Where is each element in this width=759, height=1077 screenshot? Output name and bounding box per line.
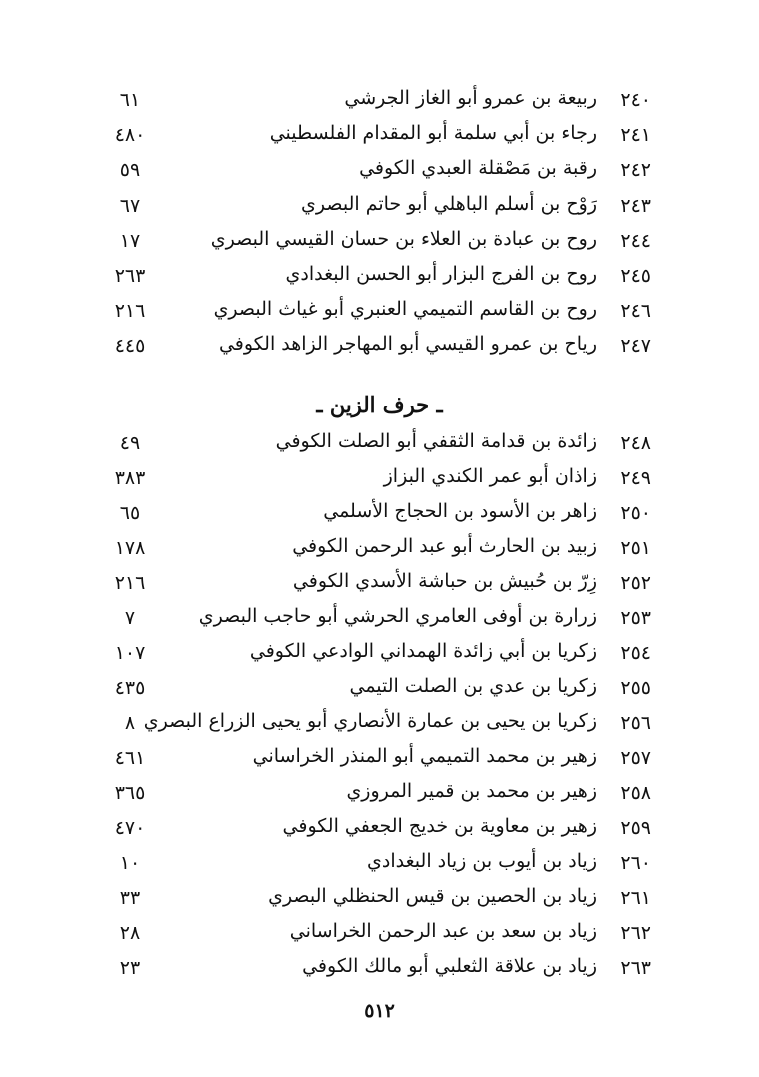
index-entry xyxy=(0,463,759,499)
index-entry xyxy=(0,568,759,604)
entry-name: زبيد بن الحارث أبو عبد الرحمن الكوفي xyxy=(292,535,597,557)
entry-number: ٢٥٨ xyxy=(620,782,651,804)
entry-name: رياح بن عمرو القيسي أبو المهاجر الزاهد الكوفي xyxy=(218,333,597,355)
index-entry xyxy=(0,120,759,156)
entry-number: ٢٤٤ xyxy=(620,230,651,252)
entry-page: ٤٨٠ xyxy=(114,124,146,146)
entry-name: زرارة بن أوفى العامري الحرشي أبو حاجب البصري xyxy=(198,605,597,627)
entry-number: ٢٦١ xyxy=(620,887,651,909)
entry-name: رجاء بن أبي سلمة أبو المقدام الفلسطيني xyxy=(269,122,597,144)
entry-page: ٢٨ xyxy=(119,922,141,944)
index-entry xyxy=(0,331,759,367)
entry-page: ٦٧ xyxy=(119,195,141,217)
entry-number: ٢٥٠ xyxy=(620,502,651,524)
entry-number: ٢٥٢ xyxy=(620,572,651,594)
entry-name: زياد بن الحصين بن قيس الحنظلي البصري xyxy=(268,885,597,907)
entry-page: ١٠ xyxy=(119,852,141,874)
index-entry xyxy=(0,918,759,954)
index-entry xyxy=(0,778,759,814)
entry-page: ٣٣ xyxy=(119,887,141,909)
entry-name: زائدة بن قدامة الثقفي أبو الصلت الكوفي xyxy=(275,430,597,452)
entry-number: ٢٤٧ xyxy=(620,335,651,357)
index-entry xyxy=(0,226,759,262)
index-entry xyxy=(0,743,759,779)
entry-page: ٦١ xyxy=(119,89,141,111)
entry-page: ٣٨٣ xyxy=(114,467,146,489)
entry-name: زياد بن علاقة الثعلبي أبو مالك الكوفي xyxy=(302,955,597,977)
entry-number: ٢٤٦ xyxy=(620,300,651,322)
entry-name: زياد بن أيوب بن زياد البغدادي xyxy=(367,850,597,872)
entry-page: ٤٧٠ xyxy=(114,817,146,839)
index-entry xyxy=(0,953,759,989)
entry-number: ٢٥٩ xyxy=(620,817,651,839)
entry-number: ٢٦٣ xyxy=(620,957,651,979)
entry-number: ٢٦٠ xyxy=(620,852,651,874)
entry-name: زكريا بن يحيى بن عمارة الأنصاري أبو يحيى الزراع البصري xyxy=(143,710,597,732)
entry-page: ٨ xyxy=(124,712,136,734)
index-entry xyxy=(0,85,759,121)
entry-number: ٢٥٣ xyxy=(620,607,651,629)
entry-name: رَوْح بن أسلم الباهلي أبو حاتم البصري xyxy=(301,193,597,215)
index-entry xyxy=(0,708,759,744)
entry-page: ٢٦٣ xyxy=(114,265,146,287)
index-entry xyxy=(0,261,759,297)
entry-number: ٢٦٢ xyxy=(620,922,651,944)
entry-name: زهير بن معاوية بن خديج الجعفي الكوفي xyxy=(282,815,597,837)
entry-number: ٢٤٠ xyxy=(620,89,651,111)
index-entry xyxy=(0,848,759,884)
entry-number: ٢٤٥ xyxy=(620,265,651,287)
entry-name: زكريا بن أبي زائدة الهمداني الوادعي الكوفي xyxy=(249,640,597,662)
entry-page: ٤٦١ xyxy=(114,747,146,769)
entry-page: ٥٩ xyxy=(119,159,141,181)
index-entry xyxy=(0,498,759,534)
entry-page: ٧ xyxy=(124,607,136,629)
entry-page: ٣٦٥ xyxy=(114,782,146,804)
index-entry xyxy=(0,603,759,639)
entry-page: ٢١٦ xyxy=(114,572,146,594)
entry-page: ٤٤٥ xyxy=(114,335,146,357)
entry-name: زاهر بن الأسود بن الحجاج الأسلمي xyxy=(323,500,597,522)
entry-page: ١٧ xyxy=(119,230,141,252)
index-entry xyxy=(0,155,759,191)
entry-name: زِرّ بن حُبيش بن حباشة الأسدي الكوفي xyxy=(292,570,597,592)
index-entry xyxy=(0,191,759,227)
entry-page: ٢٣ xyxy=(119,957,141,979)
entry-name: زهير بن محمد التميمي أبو المنذر الخراساني xyxy=(252,745,597,767)
entry-number: ٢٤٢ xyxy=(620,159,651,181)
entry-page: ٤٣٥ xyxy=(114,677,146,699)
index-entry xyxy=(0,813,759,849)
entry-page: ١٧٨ xyxy=(114,537,146,559)
index-entry xyxy=(0,296,759,332)
page-number: ٥١٢ xyxy=(364,1000,395,1022)
index-entry xyxy=(0,638,759,674)
entry-number: ٢٥٤ xyxy=(620,642,651,664)
entry-name: ربيعة بن عمرو أبو الغاز الجرشي xyxy=(344,87,597,109)
entry-number: ٢٤١ xyxy=(620,124,651,146)
entry-name: روح بن الفرج البزار أبو الحسن البغدادي xyxy=(285,263,597,285)
entry-page: ١٠٧ xyxy=(114,642,146,664)
entry-name: رقبة بن مَصْقلة العبدي الكوفي xyxy=(359,157,597,179)
index-entry xyxy=(0,673,759,709)
entry-name: زهير بن محمد بن قمير المروزي xyxy=(346,780,597,802)
entry-number: ٢٤٣ xyxy=(620,195,651,217)
entry-name: روح بن عبادة بن العلاء بن حسان القيسي البصري xyxy=(210,228,597,250)
entry-name: روح بن القاسم التميمي العنبري أبو غياث البصري xyxy=(213,298,597,320)
entry-number: ٢٥٦ xyxy=(620,712,651,734)
entry-number: ٢٤٩ xyxy=(620,467,651,489)
entry-page: ٤٩ xyxy=(119,432,141,454)
index-entry xyxy=(0,533,759,569)
entry-name: زاذان أبو عمر الكندي البزاز xyxy=(383,465,597,487)
entry-number: ٢٥٥ xyxy=(620,677,651,699)
section-heading: ـ حرف الزين ـ xyxy=(316,392,443,417)
entry-page: ٦٥ xyxy=(119,502,141,524)
entry-name: زياد بن سعد بن عبد الرحمن الخراساني xyxy=(289,920,597,942)
entry-number: ٢٤٨ xyxy=(620,432,651,454)
entry-number: ٢٥٧ xyxy=(620,747,651,769)
entry-number: ٢٥١ xyxy=(620,537,651,559)
index-entry xyxy=(0,428,759,464)
entry-page: ٢١٦ xyxy=(114,300,146,322)
entry-name: زكريا بن عدي بن الصلت التيمي xyxy=(349,675,597,697)
index-entry xyxy=(0,883,759,919)
